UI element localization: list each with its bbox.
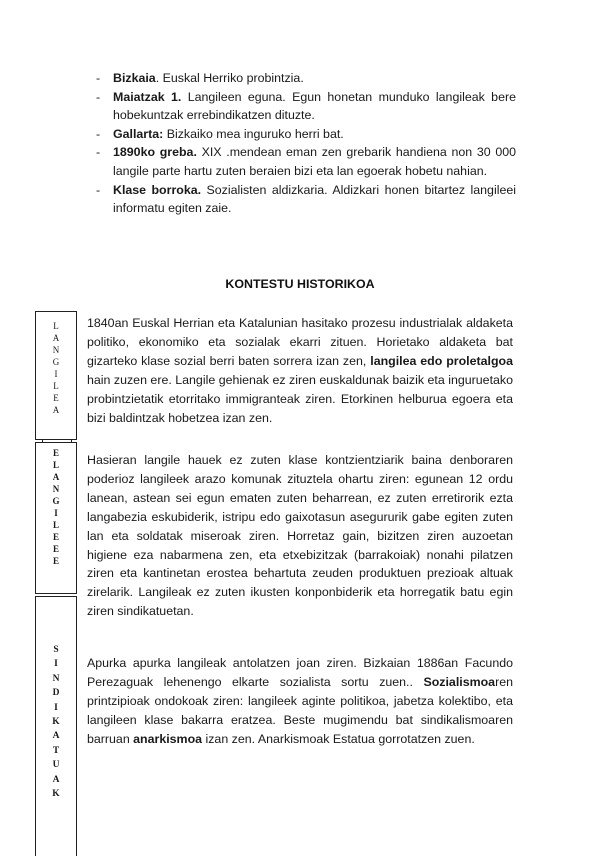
label-letter: I (54, 659, 58, 670)
label-letter: I (54, 702, 58, 713)
paragraph-text: ren printzipioak ondokoak ziren: langileek aginte politikoa, jabetza kolektibo, eta langileen klase bakarra eratzea. Beste mugimendu bat sindikalismoaren barruan (87, 674, 513, 746)
label-letter: N (52, 484, 60, 494)
label-letter: A (52, 405, 60, 415)
glossary-list (96, 69, 516, 218)
glossary-item (96, 143, 516, 180)
paragraph-conditions: Hasieran langile hauek ez zuten klase kontzientziarik baina denboraren poderioz langileek arazo komunak zituztela ohartu ziren: egunean 12 ordu lanean, astean sei egun ematen zuten beharrean, ez zuten erretirorik ezta langabezia eskubiderik, istripu edo gaixotasun asegururik gabe egiten zuten lan eta soldatak miseroak ziren. Horretaz gain, bizitzen ziren auzoetan higiene eza nabarmena zen, eta etxebizitzak (barrakoiak) nonahi pilatzen ziren eta kantinetan erostea behartuta zeuden produktuen prezioak altuak zirelarik. Langileak ez zuten ikusten konponbiderik eta horregatik batu egin ziren sindikatuetan. (87, 453, 513, 619)
glossary-definition: Sozialisten aldizkaria. Aldizkari honen bitartez langileei informatu egiten zaie. (113, 182, 516, 216)
emphasis-term: langilea edo proletalgoa (370, 353, 513, 368)
label-letter: L (53, 381, 59, 391)
label-letter: K (52, 717, 60, 728)
label-letter: G (52, 496, 60, 506)
label-letter: L (52, 520, 59, 530)
bullet-dash: - (96, 126, 101, 141)
vertical-label (36, 443, 76, 567)
label-letter: A (52, 774, 60, 785)
paragraph-text: Apurka apurka langileak antolatzen joan ziren. Bizkaian 1886an Facundo Perezaguak lehenengo elkarte sozialista sortu zuen.. (87, 656, 513, 689)
label-letter: E (52, 448, 59, 458)
label-letter: D (52, 688, 60, 699)
emphasis-term: Sozialismoa (423, 674, 496, 689)
glossary-term: Bizkaia (113, 71, 156, 85)
vertical-label (36, 312, 76, 416)
emphasis-term: anarkismoa (133, 731, 203, 746)
label-letter: A (52, 472, 60, 482)
label-letter: E (53, 393, 59, 403)
bullet-dash: - (96, 89, 101, 104)
label-letter: E (52, 556, 59, 566)
glossary-definition: Bizkaiko mea inguruko herri bat. (163, 126, 344, 141)
label-letter: N (52, 673, 60, 684)
label-letter: E (52, 532, 59, 542)
glossary-item (96, 88, 516, 125)
bullet-dash: - (96, 182, 101, 197)
glossary-definition: XIX .mendean eman zen grebarik handiena non 30 000 langile parte hartu zuten beraien bizi eta lan egoerak hobetu nahian. (113, 145, 517, 178)
vertical-label (36, 597, 76, 801)
glossary-definition: Langileen eguna. Egun honetan munduko langileak bere hobekuntzak errebindikatzen dituzte. (113, 89, 516, 123)
label-letter: K (52, 789, 60, 800)
label-letter: L (52, 460, 59, 470)
label-letter: I (54, 508, 58, 518)
label-letter: A (52, 333, 60, 343)
glossary-term: 1890ko greba. (113, 145, 197, 160)
paragraph-text: 1840an Euskal Herrian eta Katalunian hasitako prozesu industrialak aldaketa politiko, ekonomiko eta sozialak ekarri zituen. Horietako aldaketa bat gizarteko klase sozial berri baten sorrera izan zen, (87, 316, 513, 368)
glossary-term: Maiatzak 1. (113, 89, 182, 104)
glossary-definition: . Euskal Herriko probintzia. (155, 71, 304, 85)
label-letter: N (52, 345, 60, 355)
margin-label-box-langileen-egoera (35, 442, 77, 594)
label-letter: A (52, 731, 60, 742)
label-letter: U (52, 760, 60, 771)
bullet-dash: - (96, 71, 101, 85)
paragraph-text: izan zen. Anarkismoak Estatua gorrotatzen zuen. (202, 731, 475, 746)
label-letter: G (52, 357, 60, 367)
glossary-item (96, 181, 516, 218)
margin-label-box-sindikatuak (35, 596, 77, 856)
label-letter: E (52, 544, 59, 554)
bullet-dash: - (96, 145, 101, 160)
label-letter: L (53, 321, 59, 331)
label-letter: I (54, 369, 58, 379)
glossary-item (96, 125, 516, 144)
label-letter: S (53, 645, 59, 655)
glossary-term: Gallarta: (113, 126, 164, 141)
label-letter: T (52, 745, 60, 756)
section-heading: KONTESTU HISTORIKOA (225, 277, 375, 291)
paragraph-text: hain zuzen ere. Langile gehienak ez ziren euskaldunak baizik eta inguruetako probintzietatik etorritako immigranteak ziren. Etorkinen helburua egoera eta bizi baldintzak hobetzea izan zen. (87, 372, 513, 425)
margin-label-box-langilea (35, 311, 77, 440)
paragraph-intro (87, 314, 513, 427)
paragraph-organization (87, 654, 513, 749)
glossary-item (96, 69, 516, 88)
glossary-term: Klase borroka. (113, 182, 202, 197)
